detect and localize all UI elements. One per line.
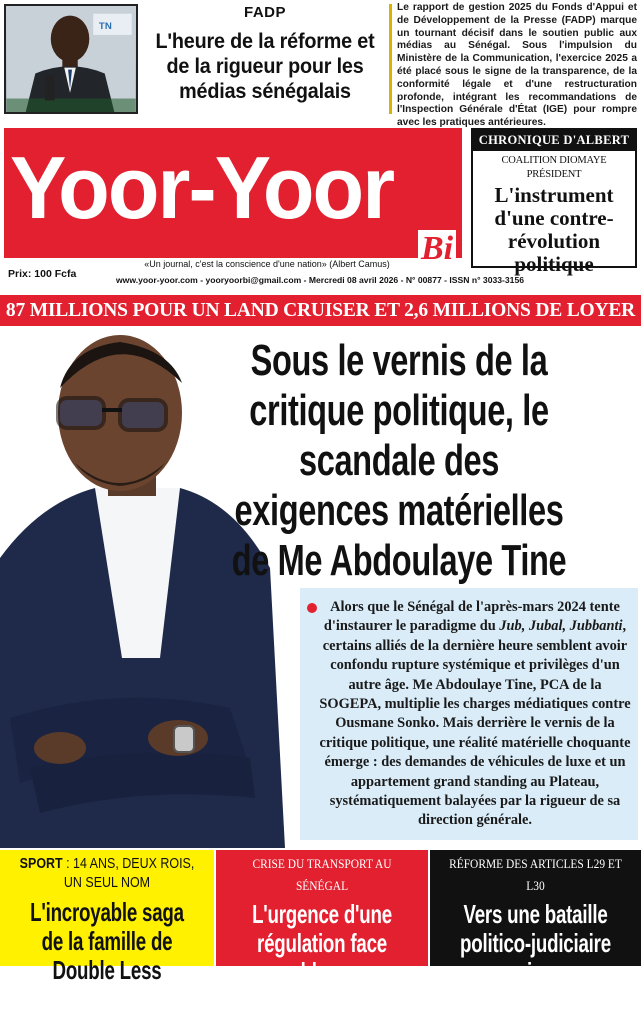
masthead-slogan: «Un journal, c'est la conscience d'une nation» (Albert Camus) [144,259,390,269]
teaser-headline[interactable]: L'urgence d'une régulation face au blocage syndical [252,899,392,1016]
front-banner[interactable]: 87 MILLIONS POUR UN LAND CRUISER ET 2,6 MILLIONS DE LOYER [0,295,641,326]
top-summary: Le rapport de gestion 2025 du Fonds d'Appui et de Développement de la Presse (FADP) marque un tournant décisif dans le soutien public aux médias au Sénégal. Sous l'impulsion du Ministère de la Communication, l'exercice 2025 a été placé sous le signe de la transparence, de la conformité légale et d'une restructuration profonde, intégrant les recommandations de l'Inspection Générale d'État (IGE) pour rompre avec les pratiques antérieures. [397,2,637,129]
teaser-transport[interactable] [216,850,428,1016]
chronique-box[interactable] [471,128,637,276]
masthead-suffix: Bi [418,230,456,268]
masthead [4,128,462,273]
price-label: Prix: 100 Fcfa [8,267,92,281]
chronique-kicker: CHRONIQUE D'ALBERT [473,130,635,151]
fadp-photo [4,4,138,114]
teaser-headline[interactable]: Vers une bataille politico-judiciaire majeure [460,899,611,987]
teaser-headline[interactable]: L'incroyable saga de la famille de Double Less [30,897,184,985]
teaser-kicker-rest: : 14 ANS, DEUX ROIS, UN SEUL NOM [62,856,195,891]
lead-text [316,598,634,831]
masthead-info: www.yoor-yoor.com - yooryoorbi@gmail.com - Mercredi 08 avril 2026 - N° 00877 - ISSN n° 3033-3156 [116,275,525,285]
teaser-kicker [15,855,199,893]
speaker-photo-illustration [6,6,136,112]
teaser-kicker: CRISE DU TRANSPORT AU SÉNÉGAL [252,856,392,893]
chronique-subtitle: COALITION DIOMAYE PRÉSIDENT [501,155,607,180]
teaser-kicker-label: SPORT [19,856,63,872]
teaser-sport[interactable] [0,850,214,985]
top-headline[interactable]: L'heure de la réforme et de la rigueur pour les médias sénégalais [155,29,375,103]
top-divider [389,4,392,114]
chronique-title[interactable]: L'instrument d'une contre-révolution politique [494,183,614,276]
lead-emphasis: Jub, Jubal, Jubbanti [499,618,623,635]
top-teaser[interactable] [140,0,390,118]
main-headline[interactable]: Sous le vernis de la critique politique, le scandale des exigences matérielles de Me Abdoulaye Tine [231,336,567,585]
top-kicker: FADP [243,4,286,21]
teaser-reforme[interactable] [430,850,641,987]
lead-text-part: , certains alliés de la dernière heure semblent avoir confondu rupture systémique et privilèges d'un autre âge. Me Abdoulaye Tine, PCA de la SOGEPA, multiplie les charges médiatiques contre Ousmane Sonko. Mais derrière le vernis de la critique politique, une réalité matérielle choquante émerge : des demandes de véhicules de luxe et un appartement grand standing au Plateau, systématiquement balayées par la rigueur de sa direction générale. [319,618,631,829]
teaser-kicker: RÉFORME DES ARTICLES L29 ET L30 [449,856,622,893]
lead-text-part: Alors que le Sénégal de l'après-mars 2024 tente d'instaurer le paradigme du [323,599,620,635]
masthead-title[interactable]: Yoor-Yoor [10,138,394,237]
svg-text:TN: TN [98,21,112,33]
top-strip [0,0,641,129]
